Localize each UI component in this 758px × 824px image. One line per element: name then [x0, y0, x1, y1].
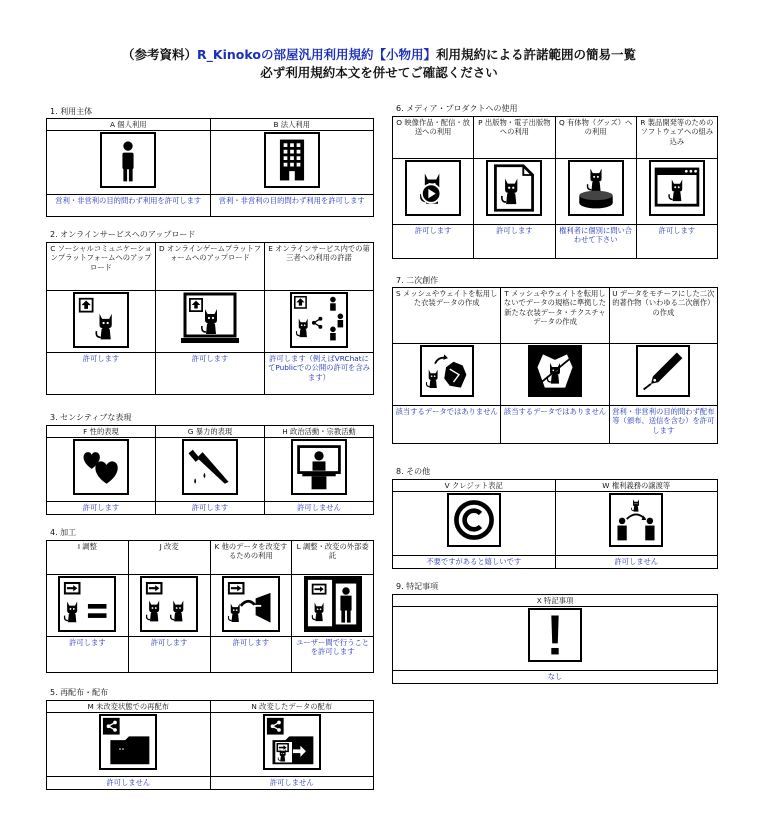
- cell-result-p: 許可します: [474, 225, 555, 259]
- goods-icon: [568, 160, 624, 216]
- cell-result-s: 該当するデータではありません: [393, 406, 501, 444]
- cell-result-b: 営利・非営利の目的問わず利用を許可します: [210, 195, 374, 217]
- section-4-label: 4. 加工: [50, 528, 77, 537]
- cell-header-f: F 性的表現: [47, 426, 156, 438]
- cell-header-r: R 製品開発等のためのソフトウェアへの組み込み: [636, 117, 717, 159]
- section-4-table: [46, 540, 374, 673]
- cell-header-g: G 暴力的表現: [156, 426, 265, 438]
- cell-result-o: 許可します: [393, 225, 474, 259]
- cell-result-v: 不要ですがあると嬉しいです: [393, 556, 556, 568]
- cell-result-j: 許可します: [128, 637, 210, 673]
- pen-icon: [636, 345, 690, 397]
- cell-header-s: S メッシュやウェイトを転用した衣装データの作成: [393, 288, 501, 344]
- cell-header-e: E オンラインサービス内での第三者への利用の許諾: [265, 243, 374, 291]
- podium-icon: [291, 439, 347, 495]
- cell-header-a: A 個人利用: [47, 119, 211, 131]
- software-window-icon: [649, 160, 705, 216]
- cell-header-k: K 他のデータを改変するための利用: [210, 541, 292, 575]
- cell-header-u: U データをモチーフにした二次的著作物（いわゆる二次創作）の作成: [609, 288, 717, 344]
- exclamation-icon: [528, 608, 582, 662]
- section-3-label: 3. センシティブな表現: [50, 413, 132, 422]
- share-modified-icon: [263, 714, 321, 770]
- cell-header-j: J 改変: [128, 541, 210, 575]
- cell-header-x: X 特記事項: [393, 595, 718, 607]
- copyright-icon: [447, 493, 501, 547]
- adjust-equal-icon: [58, 576, 116, 632]
- transfer-icon: [609, 493, 663, 547]
- cell-header-o: O 映像作品・配信・放送への利用: [393, 117, 474, 159]
- cell-header-m: M 未改変状態での再配布: [47, 701, 211, 713]
- section-9-table: [392, 594, 718, 684]
- cell-result-x: なし: [393, 671, 718, 683]
- section-6-table: [392, 116, 718, 259]
- document-title: [0, 46, 758, 82]
- cell-result-i: 許可します: [47, 637, 129, 673]
- section-3-table: [46, 425, 374, 515]
- cell-result-h: 許可しません: [265, 502, 374, 514]
- cell-header-n: N 改変したデータの配布: [210, 701, 374, 713]
- share-folder-icon: [99, 714, 157, 770]
- section-5-table: [46, 700, 374, 790]
- section-6-label: 6. メディア・プロダクトへの使用: [396, 104, 518, 113]
- upload-share-icon: [290, 292, 348, 348]
- title-prefix: （参考資料）: [122, 47, 198, 62]
- knife-icon: [182, 439, 238, 495]
- video-cat-icon: [405, 160, 461, 216]
- cell-result-d: 許可します: [156, 353, 265, 395]
- section-5-label: 5. 再配布・配布: [50, 688, 109, 697]
- use-arrow-icon: [222, 576, 280, 632]
- publication-icon: [486, 160, 542, 216]
- new-outfit-icon: [528, 345, 582, 397]
- cell-header-v: V クレジット表記: [393, 480, 556, 492]
- cell-result-l: ユーザー間で行うことを許可します: [292, 637, 374, 673]
- upload-cat-icon: [73, 292, 129, 348]
- cell-header-h: H 政治活動・宗教活動: [265, 426, 374, 438]
- cell-result-m: 許可しません: [47, 777, 211, 789]
- section-7-label: 7. 二次創作: [396, 276, 439, 285]
- outsource-icon: [304, 576, 362, 632]
- section-1-label: 1. 利用主体: [50, 107, 93, 116]
- section-8-table: [392, 479, 718, 569]
- title-line-2: 必ず利用規約本文を併せてご確認ください: [260, 65, 498, 80]
- cell-header-b: B 法人利用: [210, 119, 374, 131]
- cell-header-c: C ソーシャルコミュニケーションプラットフォームへのアップロード: [47, 243, 156, 291]
- cell-header-w: W 権利義務の譲渡等: [555, 480, 718, 492]
- section-2-table: [46, 242, 374, 395]
- cell-header-t: T メッシュやウェイトを転用しないでデータの規格に準拠した新たな衣装データ・テクスチャデータの作成: [501, 288, 609, 344]
- cell-header-q: Q 有体物（グッズ）への利用: [555, 117, 636, 159]
- section-1-table: [46, 118, 374, 217]
- cell-result-f: 許可します: [47, 502, 156, 514]
- cell-result-w: 許可しません: [555, 556, 718, 568]
- modify-cats-icon: [140, 576, 198, 632]
- section-7-table: [392, 287, 718, 444]
- hearts-icon: [73, 439, 129, 495]
- cell-header-p: P 出版物・電子出版物への利用: [474, 117, 555, 159]
- cell-result-g: 許可します: [156, 502, 265, 514]
- cell-result-u: 営利・非営利の目的問わず配布等（頒布、送信を含む）を許可します: [609, 406, 717, 444]
- section-9-label: 9. 特記事項: [396, 582, 439, 591]
- cell-result-t: 該当するデータではありません: [501, 406, 609, 444]
- cell-result-k: 許可します: [210, 637, 292, 673]
- building-icon: [264, 132, 320, 188]
- title-suffix: 利用規約による許諾範囲の簡易一覧: [435, 47, 636, 62]
- cell-header-d: D オンラインゲームプラットフォームへのアップロード: [156, 243, 265, 291]
- cell-result-q: 権利者に個別に問い合わせて下さい: [555, 225, 636, 259]
- cell-result-e: 許可します（例えばVRChatにてPublicでの公開の許可を含みます）: [265, 353, 374, 395]
- section-8-label: 8. その他: [396, 467, 431, 476]
- cell-result-c: 許可します: [47, 353, 156, 395]
- cell-result-n: 許可しません: [210, 777, 374, 789]
- mesh-transfer-icon: [420, 345, 474, 397]
- cell-result-r: 許可します: [636, 225, 717, 259]
- title-name: R_Kinokoの部屋汎用利用規約【小物用】: [197, 47, 436, 62]
- cell-header-l: L 調整・改変の外部委託: [292, 541, 374, 575]
- section-2-label: 2. オンラインサービスへのアップロード: [50, 230, 196, 239]
- cell-result-a: 営利・非営利の目的問わず利用を許可します: [47, 195, 211, 217]
- monitor-cat-icon: [179, 292, 241, 348]
- cell-header-i: I 調整: [47, 541, 129, 575]
- person-icon: [100, 132, 156, 188]
- title-line-1: [0, 46, 758, 64]
